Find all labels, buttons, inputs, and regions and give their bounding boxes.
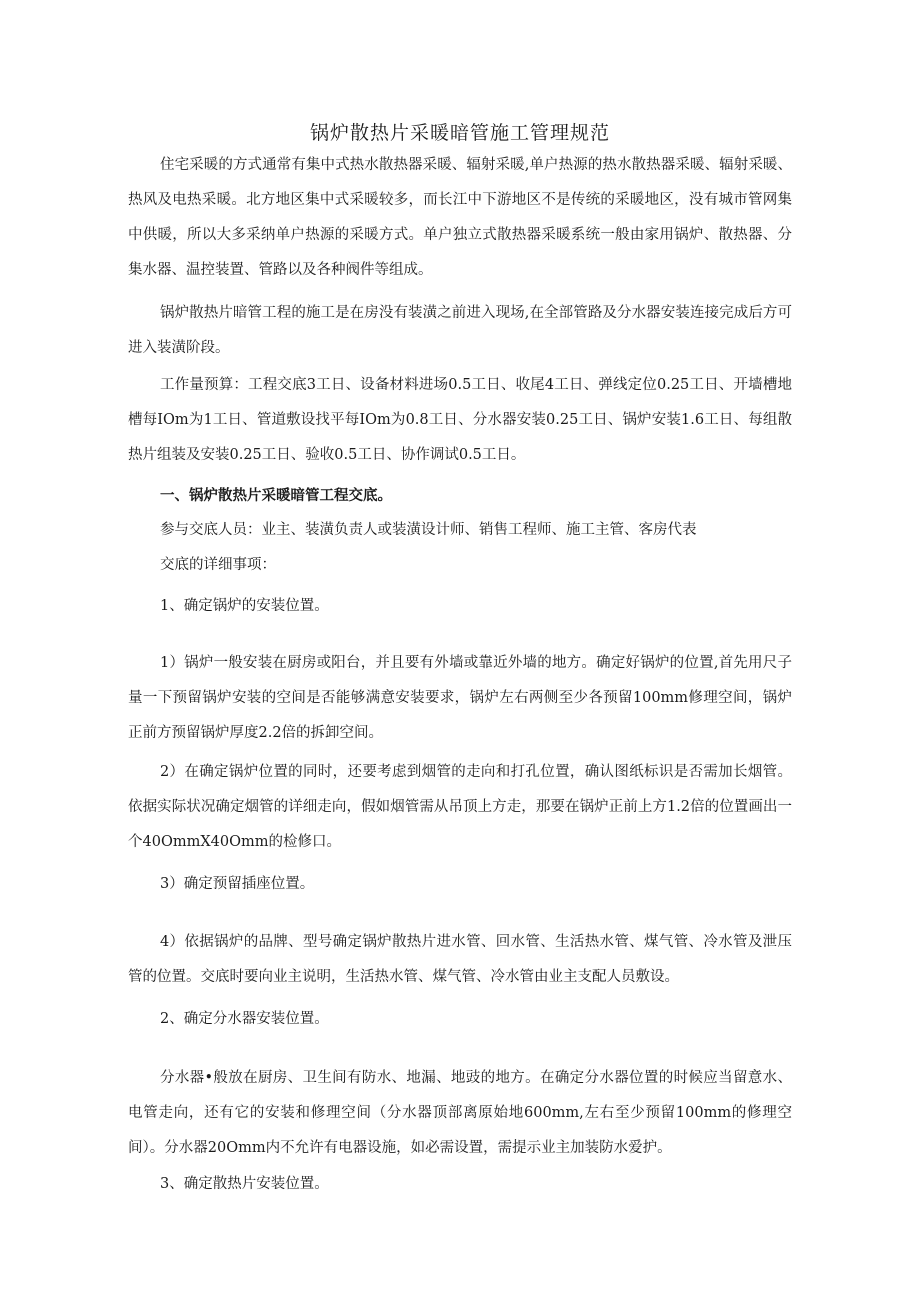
construction-note-paragraph: 锅炉散热片暗管工程的施工是在房没有装潢之前进入现场,在全部管路及分水器安装连接完成后方可进入装潢阶段。 <box>128 305 792 356</box>
intro-paragraph: 住宅采暖的方式通常有集中式热水散热器采暖、辐射采暖,单户热源的热水散热器采暖、辐射采暖、热风及电热采暖。北方地区集中式采暖较多，而长江中下游地区不是传统的采暖地区，没有城市管网集中供暖，所以大多采纳单户热源的采暖方式。单户独立式散热器采暖系统一般由家用锅炉、散热器、分集水器、温控装置、管路以及各种阀件等组成。 <box>128 157 792 278</box>
workload-paragraph: 工作量预算：工程交底3工日、设备材料进场0.5工日、收尾4工日、弹线定位0.25工日、开墙槽地槽每IOm为1工日、管道敷设找平每IOm为0.8工日、分水器安装0.25工日、锅炉安装1.6工日、每组散热片组装及安装0.25工日、验收0.5工日、协作调试0.5工日。 <box>128 377 792 463</box>
item1-1-paragraph: 1）锅炉一般安装在厨房或阳台，并且要有外墙或靠近外墙的地方。确定好锅炉的位置,首先用尺子量一下预留锅炉安装的空间是否能够满意安装要求，锅炉左右两侧至少各预留100mm修理空间，锅炉正前方预留锅炉厚度2.2倍的拆卸空间。 <box>128 655 792 741</box>
item1-3-paragraph: 3）确定预留插座位置。 <box>160 876 315 892</box>
participants-line: 参与交底人员：业主、装潢负责人或装潢设计师、销售工程师、施工主管、客房代表 <box>160 522 697 538</box>
item1-2-paragraph: 2）在确定锅炉位置的同时，还要考虑到烟管的走向和打孔位置，确认图纸标识是否需加长烟管。依据实际状况确定烟管的详细走向，假如烟管需从吊顶上方走，那要在锅炉正前上方1.2倍的位置画出一个40OmmX40Omm的检修口。 <box>128 764 792 850</box>
item3-heading: 3、确定散热片安装位置。 <box>160 1176 329 1192</box>
item2-heading: 2、确定分水器安装位置。 <box>160 1011 329 1027</box>
section1-heading: 一、锅炉散热片采暖暗管工程交底。 <box>160 487 392 504</box>
item1-heading: 1、确定锅炉的安装位置。 <box>160 598 329 614</box>
details-label: 交底的详细事项： <box>160 557 276 573</box>
item2-paragraph: 分水器•般放在厨房、卫生间有防水、地漏、地豉的地方。在确定分水器位置的时候应当留意水、电管走向，还有它的安装和修理空间（分水器顶部离原始地600mm,左右至少预留100mm的修理空间）。分水器20Omm内不允许有电器设施，如必需设置，需提示业主加装防水爱护。 <box>128 1070 792 1156</box>
item1-4-paragraph: 4）依据锅炉的品牌、型号确定锅炉散热片进水管、回水管、生活热水管、煤气管、冷水管及泄压管的位置。交底时要向业主说明，生活热水管、煤气管、冷水管由业主支配人员敷设。 <box>128 934 792 985</box>
page-title: 锅炉散热片采暖暗管施工管理规范 <box>309 122 610 144</box>
